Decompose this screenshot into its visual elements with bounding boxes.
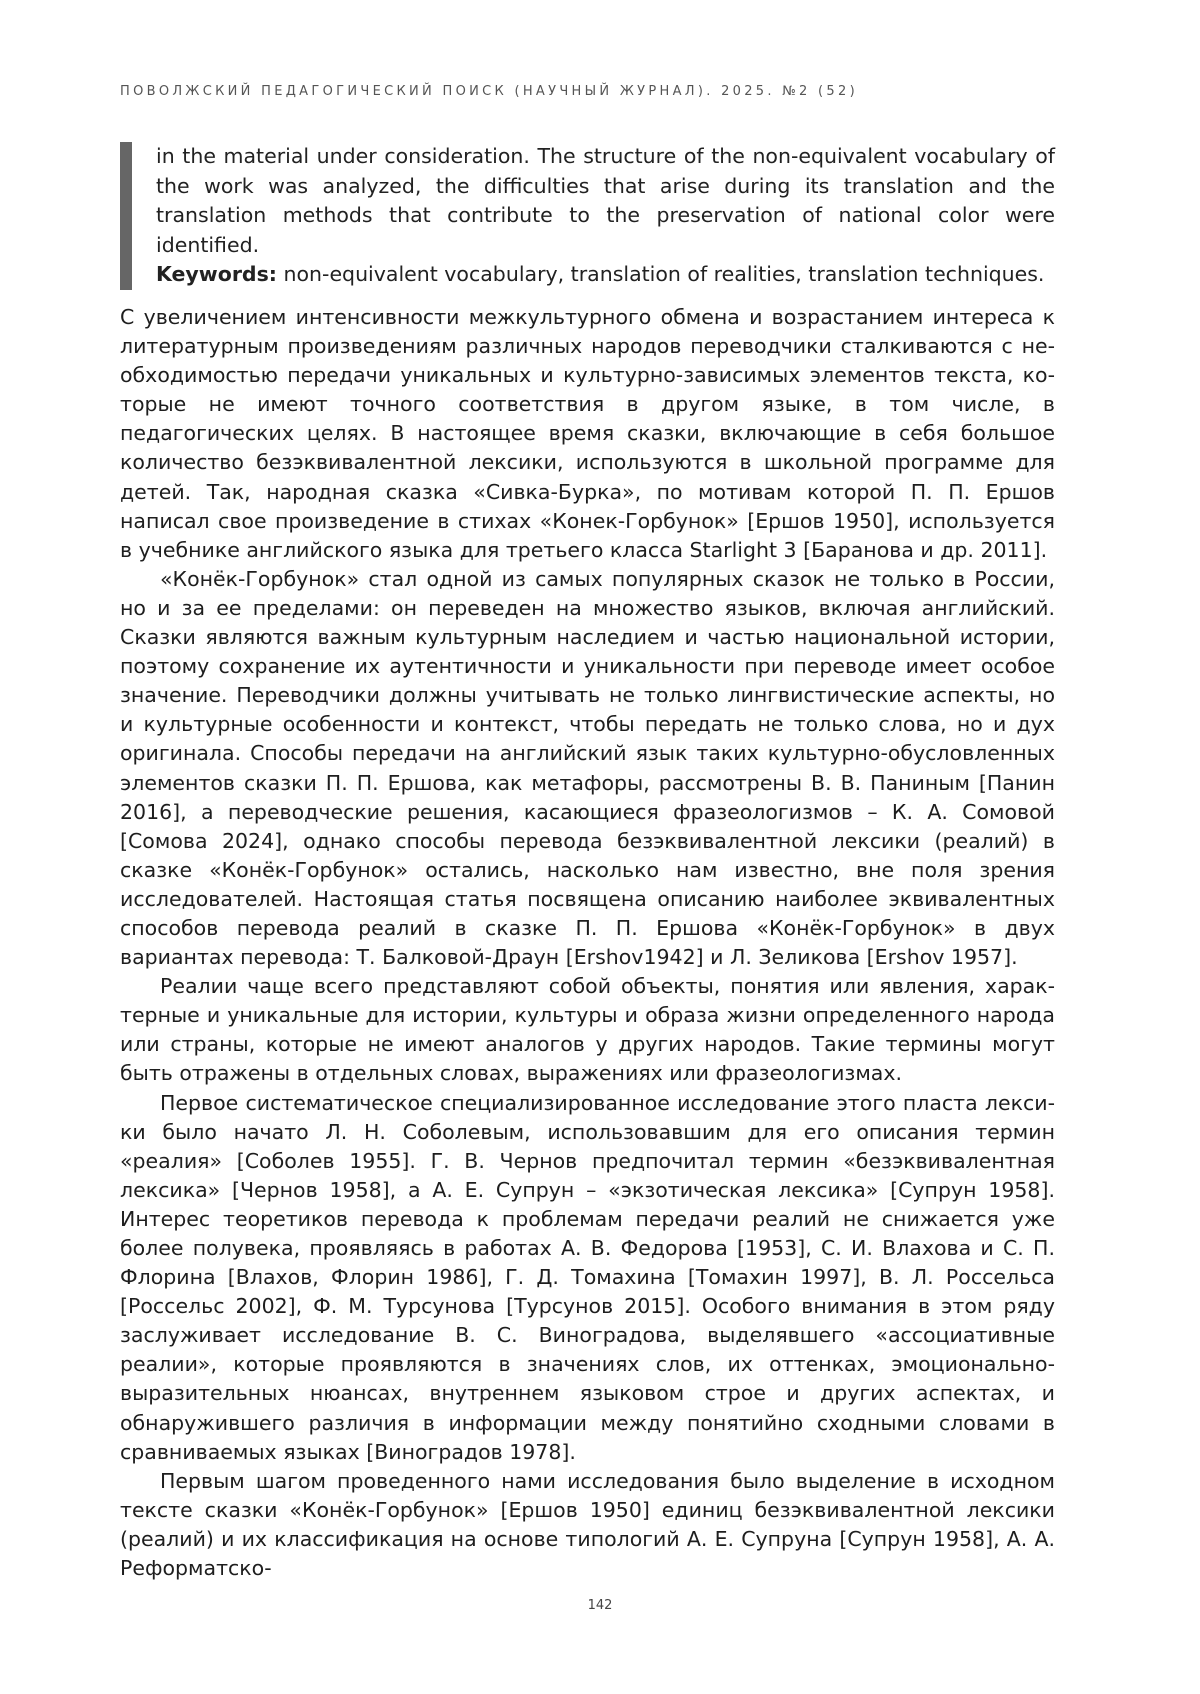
- body-paragraph-1: С увеличением интенсивности межкультурного обмена и возрастанием интереса к литературным произведениям различных народов переводчики сталкиваются с необходимостью передачи уникальных и культурно-зависимых элементов текста, которые не имеют точного соответствия в другом языке, в том числе, в педагогических целях. В настоящее время сказки, включающие в себя большое количество безэквивалентной лексики, используются в школьной программе для детей. Так, народная сказка «Сивка-Бурка», по мотивам которой П. П. Ершов написал свое произведение в стихах «Конек-Горбунок» [Ершов 1950], используется в учебнике английского языка для третьего класса Starlight 3 [Баранова и др. 2011].: [120, 305, 1055, 562]
- abstract-keywords: [156, 260, 1055, 290]
- body-paragraph-3: Реалии чаще всего представляют собой объекты, понятия или явления, характерные и уникальные для истории, культуры и образа жизни определенного народа или страны, которые не имеют аналогов у других народов. Такие термины могут быть отражены в отдельных словах, выражениях или фразеологизмах.: [120, 974, 1055, 1086]
- keywords-label: Keywords:: [156, 262, 277, 286]
- keywords-text: non-equivalent vocabulary, translation of realities, translation techniques.: [277, 262, 1045, 286]
- abstract-text: in the material under consideration. The structure of the non-equivalent vocabulary of the work was analyzed, the difficulties that arise during its translation and the translation methods that contribute to the preservation of national color were identified.: [156, 144, 1055, 257]
- body-paragraph-2: «Конёк-Горбунок» стал одной из самых популярных сказок не только в России, но и за ее пределами: он переведен на множество языков, включая английский. Сказки являются важным культурным наследием и частью национальной истории, поэтому сохранение их аутентичности и уникальности при переводе имеет особое значение. Переводчики должны учитывать не только лингвистические аспекты, но и культурные особенности и контекст, чтобы передать не только слова, но и дух оригинала. Способы передачи на английский язык таких культурно-обусловленных элементов сказки П. П. Ершова, как метафоры, рассмотрены В. В. Паниным [Панин 2016], а переводческие решения, касающиеся фразеологизмов – К. А. Сомовой [Сомова 2024], однако способы перевода безэквивалентной лексики (реалий) в сказке «Конёк-Горбунок» остались, насколько нам известно, вне поля зрения исследователей. Настоящая статья посвящена описанию наиболее эквивалентных способов перевода реалий в сказке П. П. Ершова «Конёк-Горбунок» в двух вариантах перевода: Т. Балковой-Драун [Ershov1942] и Л. Зеликова [Ershov 1957].: [120, 566, 1055, 970]
- abstract-block: [120, 142, 1055, 290]
- article-body: [120, 303, 1055, 1583]
- body-paragraph-5: Первым шагом проведенного нами исследования было выделение в исходном тексте сказки «Конёк-Горбунок» [Ершов 1950] единиц безэквивалентной лексики (реалий) и их классификация на основе типологий А. Е. Супруна [Супрун 1958], А. А. Реформатско-: [120, 1468, 1055, 1581]
- journal-header: ПОВОЛЖСКИЙ ПЕДАГОГИЧЕСКИЙ ПОИСК (НАУЧНЫЙ ЖУРНАЛ). 2025. №2 (52): [120, 84, 858, 99]
- page-number: 142: [587, 1598, 613, 1613]
- body-paragraph-4: Первое систематическое специализированное исследование этого пласта лексики было начато Л. Н. Соболевым, использовавшим для его описания термин «реалия» [Соболев 1955]. Г. В. Чернов предпочитал термин «безэквивалентная лексика» [Чернов 1958], а А. Е. Супрун – «экзотическая лексика» [Супрун 1958]. Интерес теоретиков перевода к проблемам передачи реалий не снижается уже более полувека, проявляясь в работах А. В. Федорова [1953], С. И. Влахова и С. П. Флорина [Влахов, Флорин 1986], Г. Д. Томахина [Томахин 1997], В. Л. Россельса [Россельс 2002], Ф. М. Турсунова [Турсунов 2015]. Особого внимания в этом ряду заслуживает исследование В. С. Виноградова, выделявшего «ассоциативные реалии», которые проявляются в значениях слов, их оттенках, эмоционально-выразительных нюансах, внутреннем языковом строе и других аспектах, и обнаружившего различия в информации между понятийно сходными словами в сравниваемых языках [Виноградов 1978].: [120, 1090, 1055, 1464]
